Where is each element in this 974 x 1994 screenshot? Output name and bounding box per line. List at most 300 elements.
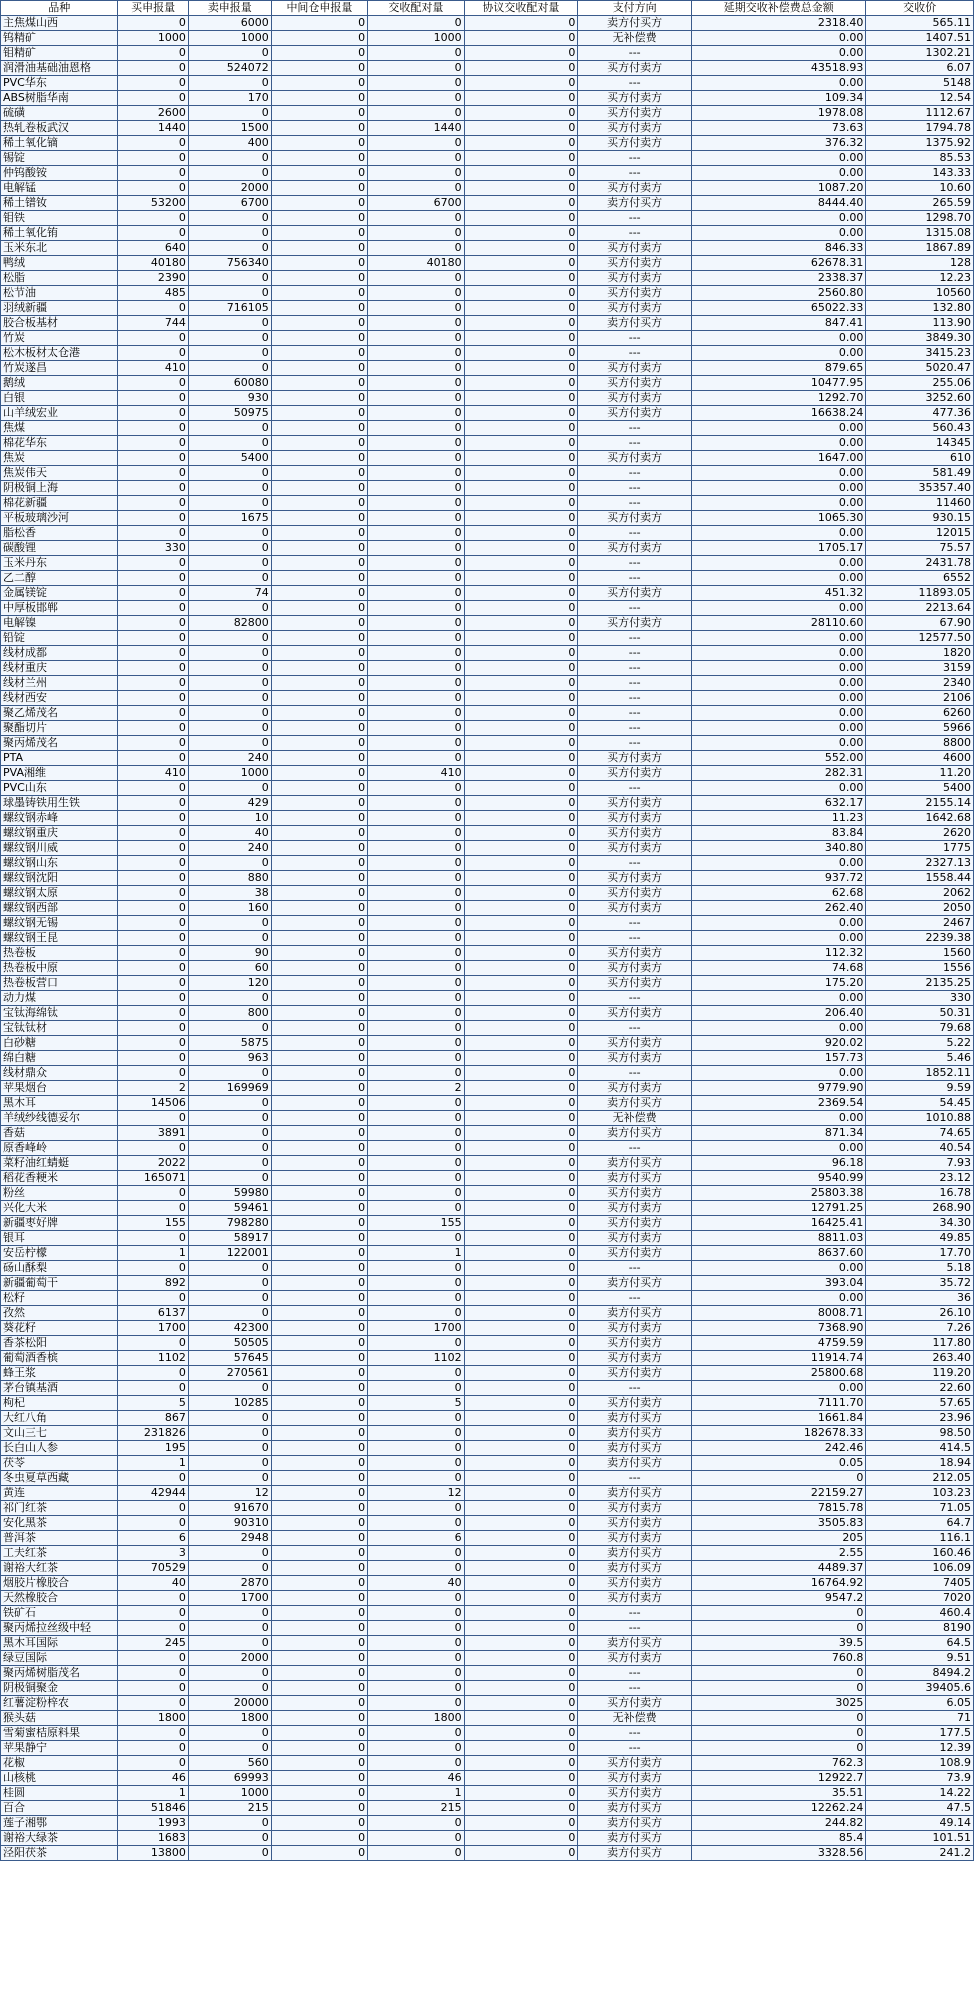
table-row — [1, 1066, 974, 1081]
header-row — [1, 1, 974, 16]
cell-buy-declared: 0 — [118, 1696, 188, 1711]
cell-sell-declared: 0 — [188, 1276, 271, 1291]
cell-variety: 线材兰州 — [1, 676, 118, 691]
cell-variety: 孜然 — [1, 1306, 118, 1321]
cell-compensation-total: 1065.30 — [692, 511, 866, 526]
cell-delivery-matched: 0 — [368, 346, 464, 361]
cell-agreement-matched: 0 — [464, 61, 578, 76]
cell-sell-declared: 429 — [188, 796, 271, 811]
table-row — [1, 1696, 974, 1711]
cell-agreement-matched: 0 — [464, 1531, 578, 1546]
cell-delivery-matched: 0 — [368, 721, 464, 736]
cell-variety: 棉花新疆 — [1, 496, 118, 511]
cell-sell-declared: 2948 — [188, 1531, 271, 1546]
table-row — [1, 1666, 974, 1681]
cell-sell-declared: 0 — [188, 316, 271, 331]
cell-payment-direction: --- — [578, 166, 692, 181]
cell-payment-direction: --- — [578, 706, 692, 721]
cell-delivery-price: 64.7 — [866, 1516, 974, 1531]
cell-buy-declared: 1993 — [118, 1816, 188, 1831]
cell-delivery-price: 5020.47 — [866, 361, 974, 376]
cell-payment-direction: 买方付卖方 — [578, 1081, 692, 1096]
cell-delivery-matched: 0 — [368, 1456, 464, 1471]
cell-compensation-total: 0.00 — [692, 331, 866, 346]
table-row — [1, 1846, 974, 1861]
cell-agreement-matched: 0 — [464, 586, 578, 601]
cell-buy-declared: 0 — [118, 871, 188, 886]
cell-sell-declared: 0 — [188, 226, 271, 241]
cell-sell-declared: 2000 — [188, 181, 271, 196]
cell-middle-warehouse: 0 — [271, 1351, 367, 1366]
cell-middle-warehouse: 0 — [271, 601, 367, 616]
cell-sell-declared: 0 — [188, 706, 271, 721]
cell-agreement-matched: 0 — [464, 631, 578, 646]
cell-payment-direction: --- — [578, 1606, 692, 1621]
cell-middle-warehouse: 0 — [271, 481, 367, 496]
cell-middle-warehouse: 0 — [271, 886, 367, 901]
cell-compensation-total: 12791.25 — [692, 1201, 866, 1216]
cell-agreement-matched: 0 — [464, 1786, 578, 1801]
cell-middle-warehouse: 0 — [271, 496, 367, 511]
cell-sell-declared: 0 — [188, 1606, 271, 1621]
cell-payment-direction: --- — [578, 931, 692, 946]
cell-delivery-matched: 0 — [368, 1501, 464, 1516]
cell-agreement-matched: 0 — [464, 106, 578, 121]
cell-delivery-matched: 0 — [368, 1756, 464, 1771]
cell-sell-declared: 0 — [188, 1441, 271, 1456]
table-row — [1, 376, 974, 391]
table-row — [1, 541, 974, 556]
cell-payment-direction: 卖方付买方 — [578, 1126, 692, 1141]
cell-sell-declared: 0 — [188, 361, 271, 376]
cell-buy-declared: 195 — [118, 1441, 188, 1456]
cell-payment-direction: 买方付卖方 — [578, 376, 692, 391]
header-agreement-matched: 协议交收配对量 — [464, 1, 578, 16]
cell-payment-direction: 买方付卖方 — [578, 1246, 692, 1261]
cell-compensation-total: 74.68 — [692, 961, 866, 976]
cell-middle-warehouse: 0 — [271, 286, 367, 301]
cell-agreement-matched: 0 — [464, 991, 578, 1006]
cell-delivery-price: 26.10 — [866, 1306, 974, 1321]
cell-agreement-matched: 0 — [464, 1141, 578, 1156]
cell-agreement-matched: 0 — [464, 946, 578, 961]
cell-payment-direction: --- — [578, 601, 692, 616]
table-row — [1, 211, 974, 226]
cell-delivery-price: 460.4 — [866, 1606, 974, 1621]
cell-variety: 泾阳茯茶 — [1, 1846, 118, 1861]
cell-sell-declared: 0 — [188, 466, 271, 481]
cell-agreement-matched: 0 — [464, 1816, 578, 1831]
cell-buy-declared: 0 — [118, 451, 188, 466]
cell-sell-declared: 6000 — [188, 16, 271, 31]
cell-buy-declared: 0 — [118, 856, 188, 871]
cell-agreement-matched: 0 — [464, 286, 578, 301]
cell-agreement-matched: 0 — [464, 316, 578, 331]
cell-compensation-total: 0.00 — [692, 496, 866, 511]
cell-sell-declared: 0 — [188, 1816, 271, 1831]
table-row — [1, 976, 974, 991]
cell-buy-declared: 0 — [118, 1666, 188, 1681]
cell-delivery-matched: 0 — [368, 1306, 464, 1321]
cell-variety: 平板玻璃沙河 — [1, 511, 118, 526]
cell-variety: 百合 — [1, 1801, 118, 1816]
cell-agreement-matched: 0 — [464, 466, 578, 481]
table-row — [1, 391, 974, 406]
cell-compensation-total: 0.00 — [692, 661, 866, 676]
cell-compensation-total: 83.84 — [692, 826, 866, 841]
cell-variety: 聚丙烯茂名 — [1, 736, 118, 751]
cell-delivery-matched: 0 — [368, 961, 464, 976]
cell-compensation-total: 9540.99 — [692, 1171, 866, 1186]
cell-buy-declared: 0 — [118, 826, 188, 841]
cell-variety: 银耳 — [1, 1231, 118, 1246]
cell-compensation-total: 0.00 — [692, 481, 866, 496]
table-row — [1, 1201, 974, 1216]
cell-delivery-matched: 155 — [368, 1216, 464, 1231]
cell-agreement-matched: 0 — [464, 181, 578, 196]
cell-variety: 稀土氧化镝 — [1, 136, 118, 151]
cell-buy-declared: 0 — [118, 1741, 188, 1756]
cell-sell-declared: 6700 — [188, 196, 271, 211]
cell-buy-declared: 70529 — [118, 1561, 188, 1576]
cell-payment-direction: --- — [578, 991, 692, 1006]
cell-agreement-matched: 0 — [464, 91, 578, 106]
cell-payment-direction: 买方付卖方 — [578, 796, 692, 811]
cell-delivery-price: 2106 — [866, 691, 974, 706]
cell-sell-declared: 0 — [188, 1456, 271, 1471]
cell-delivery-price: 11.20 — [866, 766, 974, 781]
cell-delivery-price: 2050 — [866, 901, 974, 916]
cell-delivery-matched: 0 — [368, 1726, 464, 1741]
cell-middle-warehouse: 0 — [271, 1411, 367, 1426]
cell-delivery-price: 1556 — [866, 961, 974, 976]
cell-delivery-price: 330 — [866, 991, 974, 1006]
cell-agreement-matched: 0 — [464, 1396, 578, 1411]
cell-agreement-matched: 0 — [464, 736, 578, 751]
cell-payment-direction: --- — [578, 481, 692, 496]
cell-middle-warehouse: 0 — [271, 751, 367, 766]
cell-buy-declared: 3891 — [118, 1126, 188, 1141]
cell-buy-declared: 330 — [118, 541, 188, 556]
cell-variety: 安化黑茶 — [1, 1516, 118, 1531]
cell-payment-direction: 买方付卖方 — [578, 106, 692, 121]
cell-variety: 黑木耳 — [1, 1096, 118, 1111]
cell-middle-warehouse: 0 — [271, 1291, 367, 1306]
cell-delivery-matched: 0 — [368, 1096, 464, 1111]
cell-buy-declared: 0 — [118, 976, 188, 991]
cell-compensation-total: 1705.17 — [692, 541, 866, 556]
cell-agreement-matched: 0 — [464, 1726, 578, 1741]
cell-agreement-matched: 0 — [464, 871, 578, 886]
cell-buy-declared: 0 — [118, 841, 188, 856]
cell-agreement-matched: 0 — [464, 1501, 578, 1516]
cell-delivery-price: 101.51 — [866, 1831, 974, 1846]
cell-sell-declared: 120 — [188, 976, 271, 991]
cell-payment-direction: 买方付卖方 — [578, 271, 692, 286]
cell-agreement-matched: 0 — [464, 1021, 578, 1036]
cell-delivery-price: 930.15 — [866, 511, 974, 526]
cell-variety: 原香峰岭 — [1, 1141, 118, 1156]
cell-variety: 绿豆国际 — [1, 1651, 118, 1666]
cell-sell-declared: 0 — [188, 991, 271, 1006]
cell-buy-declared: 0 — [118, 991, 188, 1006]
cell-payment-direction: 买方付卖方 — [578, 136, 692, 151]
cell-buy-declared: 51846 — [118, 1801, 188, 1816]
cell-delivery-matched: 0 — [368, 1636, 464, 1651]
table-row — [1, 1036, 974, 1051]
cell-delivery-price: 10.60 — [866, 181, 974, 196]
table-row — [1, 331, 974, 346]
cell-payment-direction: 卖方付买方 — [578, 1441, 692, 1456]
cell-delivery-matched: 0 — [368, 16, 464, 31]
cell-payment-direction: 卖方付买方 — [578, 1561, 692, 1576]
cell-agreement-matched: 0 — [464, 1756, 578, 1771]
cell-variety: 聚丙烯树脂茂名 — [1, 1666, 118, 1681]
cell-buy-declared: 0 — [118, 1066, 188, 1081]
cell-sell-declared: 58917 — [188, 1231, 271, 1246]
table-row — [1, 1486, 974, 1501]
cell-delivery-matched: 215 — [368, 1801, 464, 1816]
cell-sell-declared: 0 — [188, 1156, 271, 1171]
cell-middle-warehouse: 0 — [271, 676, 367, 691]
cell-agreement-matched: 0 — [464, 1306, 578, 1321]
table-row — [1, 721, 974, 736]
cell-delivery-matched: 0 — [368, 616, 464, 631]
cell-middle-warehouse: 0 — [271, 166, 367, 181]
cell-buy-declared: 0 — [118, 526, 188, 541]
cell-sell-declared: 756340 — [188, 256, 271, 271]
cell-delivery-price: 12.39 — [866, 1741, 974, 1756]
cell-sell-declared: 82800 — [188, 616, 271, 631]
table-row — [1, 466, 974, 481]
cell-buy-declared: 231826 — [118, 1426, 188, 1441]
cell-sell-declared: 10 — [188, 811, 271, 826]
cell-agreement-matched: 0 — [464, 781, 578, 796]
table-row — [1, 526, 974, 541]
cell-buy-declared: 1800 — [118, 1711, 188, 1726]
cell-buy-declared: 0 — [118, 1381, 188, 1396]
table-row — [1, 1681, 974, 1696]
cell-variety: 主焦煤山西 — [1, 16, 118, 31]
cell-payment-direction: 买方付卖方 — [578, 826, 692, 841]
cell-variety: 工夫红茶 — [1, 1546, 118, 1561]
table-row — [1, 586, 974, 601]
cell-variety: 新疆枣好牌 — [1, 1216, 118, 1231]
cell-delivery-price: 2135.25 — [866, 976, 974, 991]
cell-agreement-matched: 0 — [464, 901, 578, 916]
cell-variety: 仲钨酸铵 — [1, 166, 118, 181]
cell-middle-warehouse: 0 — [271, 1381, 367, 1396]
cell-compensation-total: 0 — [692, 1741, 866, 1756]
table-row — [1, 751, 974, 766]
cell-delivery-price: 106.09 — [866, 1561, 974, 1576]
cell-payment-direction: 买方付卖方 — [578, 1321, 692, 1336]
cell-delivery-matched: 0 — [368, 271, 464, 286]
table-row — [1, 136, 974, 151]
cell-buy-declared: 2 — [118, 1081, 188, 1096]
cell-delivery-price: 2431.78 — [866, 556, 974, 571]
cell-compensation-total: 1647.00 — [692, 451, 866, 466]
cell-compensation-total: 22159.27 — [692, 1486, 866, 1501]
cell-middle-warehouse: 0 — [271, 346, 367, 361]
cell-middle-warehouse: 0 — [271, 1591, 367, 1606]
cell-middle-warehouse: 0 — [271, 1681, 367, 1696]
cell-variety: 羊绒纱线德妥尔 — [1, 1111, 118, 1126]
cell-middle-warehouse: 0 — [271, 616, 367, 631]
cell-agreement-matched: 0 — [464, 1261, 578, 1276]
cell-delivery-price: 212.05 — [866, 1471, 974, 1486]
cell-payment-direction: 买方付卖方 — [578, 1696, 692, 1711]
cell-middle-warehouse: 0 — [271, 1696, 367, 1711]
cell-delivery-price: 22.60 — [866, 1381, 974, 1396]
cell-delivery-price: 1775 — [866, 841, 974, 856]
cell-buy-declared: 0 — [118, 406, 188, 421]
cell-middle-warehouse: 0 — [271, 1651, 367, 1666]
cell-delivery-price: 2062 — [866, 886, 974, 901]
cell-payment-direction: 买方付卖方 — [578, 886, 692, 901]
cell-sell-declared: 0 — [188, 721, 271, 736]
cell-variety: 山核桃 — [1, 1771, 118, 1786]
cell-delivery-matched: 0 — [368, 1696, 464, 1711]
cell-delivery-matched: 0 — [368, 856, 464, 871]
cell-payment-direction: 买方付卖方 — [578, 256, 692, 271]
cell-agreement-matched: 0 — [464, 391, 578, 406]
cell-compensation-total: 182678.33 — [692, 1426, 866, 1441]
cell-agreement-matched: 0 — [464, 76, 578, 91]
cell-delivery-matched: 1102 — [368, 1351, 464, 1366]
cell-payment-direction: --- — [578, 436, 692, 451]
cell-sell-declared: 42300 — [188, 1321, 271, 1336]
cell-variety: 热轧卷板武汉 — [1, 121, 118, 136]
cell-payment-direction: --- — [578, 781, 692, 796]
cell-agreement-matched: 0 — [464, 1351, 578, 1366]
cell-agreement-matched: 0 — [464, 1186, 578, 1201]
cell-compensation-total: 4759.59 — [692, 1336, 866, 1351]
cell-variety: 茅台镇基酒 — [1, 1381, 118, 1396]
cell-delivery-price: 5400 — [866, 781, 974, 796]
cell-agreement-matched: 0 — [464, 1441, 578, 1456]
cell-delivery-price: 108.9 — [866, 1756, 974, 1771]
cell-buy-declared: 0 — [118, 211, 188, 226]
cell-buy-declared: 0 — [118, 661, 188, 676]
cell-sell-declared: 90 — [188, 946, 271, 961]
cell-sell-declared: 0 — [188, 856, 271, 871]
cell-payment-direction: --- — [578, 1666, 692, 1681]
cell-payment-direction: 买方付卖方 — [578, 1576, 692, 1591]
cell-delivery-price: 177.5 — [866, 1726, 974, 1741]
table-row — [1, 856, 974, 871]
cell-buy-declared: 1 — [118, 1456, 188, 1471]
cell-delivery-matched: 410 — [368, 766, 464, 781]
cell-delivery-matched: 0 — [368, 676, 464, 691]
cell-middle-warehouse: 0 — [271, 1441, 367, 1456]
cell-buy-declared: 410 — [118, 361, 188, 376]
cell-compensation-total: 0.00 — [692, 601, 866, 616]
cell-sell-declared: 0 — [188, 601, 271, 616]
cell-agreement-matched: 0 — [464, 1711, 578, 1726]
cell-delivery-matched: 0 — [368, 1051, 464, 1066]
cell-buy-declared: 0 — [118, 1756, 188, 1771]
cell-delivery-price: 8190 — [866, 1621, 974, 1636]
cell-delivery-matched: 0 — [368, 1366, 464, 1381]
cell-delivery-price: 54.45 — [866, 1096, 974, 1111]
cell-compensation-total: 73.63 — [692, 121, 866, 136]
cell-payment-direction: --- — [578, 1141, 692, 1156]
cell-delivery-matched: 0 — [368, 976, 464, 991]
cell-compensation-total: 0 — [692, 1471, 866, 1486]
cell-delivery-matched: 0 — [368, 1831, 464, 1846]
cell-compensation-total: 0.00 — [692, 1021, 866, 1036]
cell-agreement-matched: 0 — [464, 376, 578, 391]
cell-sell-declared: 74 — [188, 586, 271, 601]
cell-delivery-price: 9.51 — [866, 1651, 974, 1666]
cell-payment-direction: 买方付卖方 — [578, 1591, 692, 1606]
cell-payment-direction: 买方付卖方 — [578, 1336, 692, 1351]
cell-compensation-total: 28110.60 — [692, 616, 866, 631]
cell-compensation-total: 3505.83 — [692, 1516, 866, 1531]
cell-payment-direction: 买方付卖方 — [578, 1756, 692, 1771]
cell-variety: 稀土镨钕 — [1, 196, 118, 211]
table-row — [1, 991, 974, 1006]
cell-delivery-price: 1375.92 — [866, 136, 974, 151]
cell-agreement-matched: 0 — [464, 301, 578, 316]
cell-delivery-price: 7.93 — [866, 1156, 974, 1171]
cell-buy-declared: 6 — [118, 1531, 188, 1546]
cell-middle-warehouse: 0 — [271, 316, 367, 331]
cell-compensation-total: 112.32 — [692, 946, 866, 961]
cell-compensation-total: 0.00 — [692, 211, 866, 226]
table-row — [1, 46, 974, 61]
cell-middle-warehouse: 0 — [271, 256, 367, 271]
cell-variety: 新疆葡萄干 — [1, 1276, 118, 1291]
cell-compensation-total: 0.00 — [692, 856, 866, 871]
cell-delivery-price: 5.18 — [866, 1261, 974, 1276]
cell-delivery-price: 73.9 — [866, 1771, 974, 1786]
cell-payment-direction: 买方付卖方 — [578, 1651, 692, 1666]
cell-compensation-total: 96.18 — [692, 1156, 866, 1171]
cell-compensation-total: 7111.70 — [692, 1396, 866, 1411]
cell-delivery-matched: 0 — [368, 1201, 464, 1216]
cell-delivery-matched: 0 — [368, 901, 464, 916]
cell-variety: 聚丙烯拉丝级中轻 — [1, 1621, 118, 1636]
cell-sell-declared: 215 — [188, 1801, 271, 1816]
cell-delivery-matched: 0 — [368, 1441, 464, 1456]
table-row — [1, 76, 974, 91]
cell-compensation-total: 0.00 — [692, 1141, 866, 1156]
table-row — [1, 301, 974, 316]
cell-delivery-matched: 2 — [368, 1081, 464, 1096]
cell-agreement-matched: 0 — [464, 976, 578, 991]
cell-buy-declared: 0 — [118, 1291, 188, 1306]
cell-agreement-matched: 0 — [464, 1006, 578, 1021]
cell-compensation-total: 0 — [692, 1681, 866, 1696]
cell-middle-warehouse: 0 — [271, 541, 367, 556]
cell-compensation-total: 62678.31 — [692, 256, 866, 271]
cell-delivery-matched: 0 — [368, 76, 464, 91]
cell-delivery-price: 1852.11 — [866, 1066, 974, 1081]
cell-agreement-matched: 0 — [464, 121, 578, 136]
cell-agreement-matched: 0 — [464, 1051, 578, 1066]
cell-buy-declared: 0 — [118, 1501, 188, 1516]
cell-payment-direction: 买方付卖方 — [578, 1036, 692, 1051]
cell-delivery-price: 2213.64 — [866, 601, 974, 616]
table-row — [1, 1816, 974, 1831]
table-row — [1, 661, 974, 676]
cell-buy-declared: 0 — [118, 376, 188, 391]
cell-agreement-matched: 0 — [464, 706, 578, 721]
cell-delivery-matched: 46 — [368, 1771, 464, 1786]
table-row — [1, 1546, 974, 1561]
